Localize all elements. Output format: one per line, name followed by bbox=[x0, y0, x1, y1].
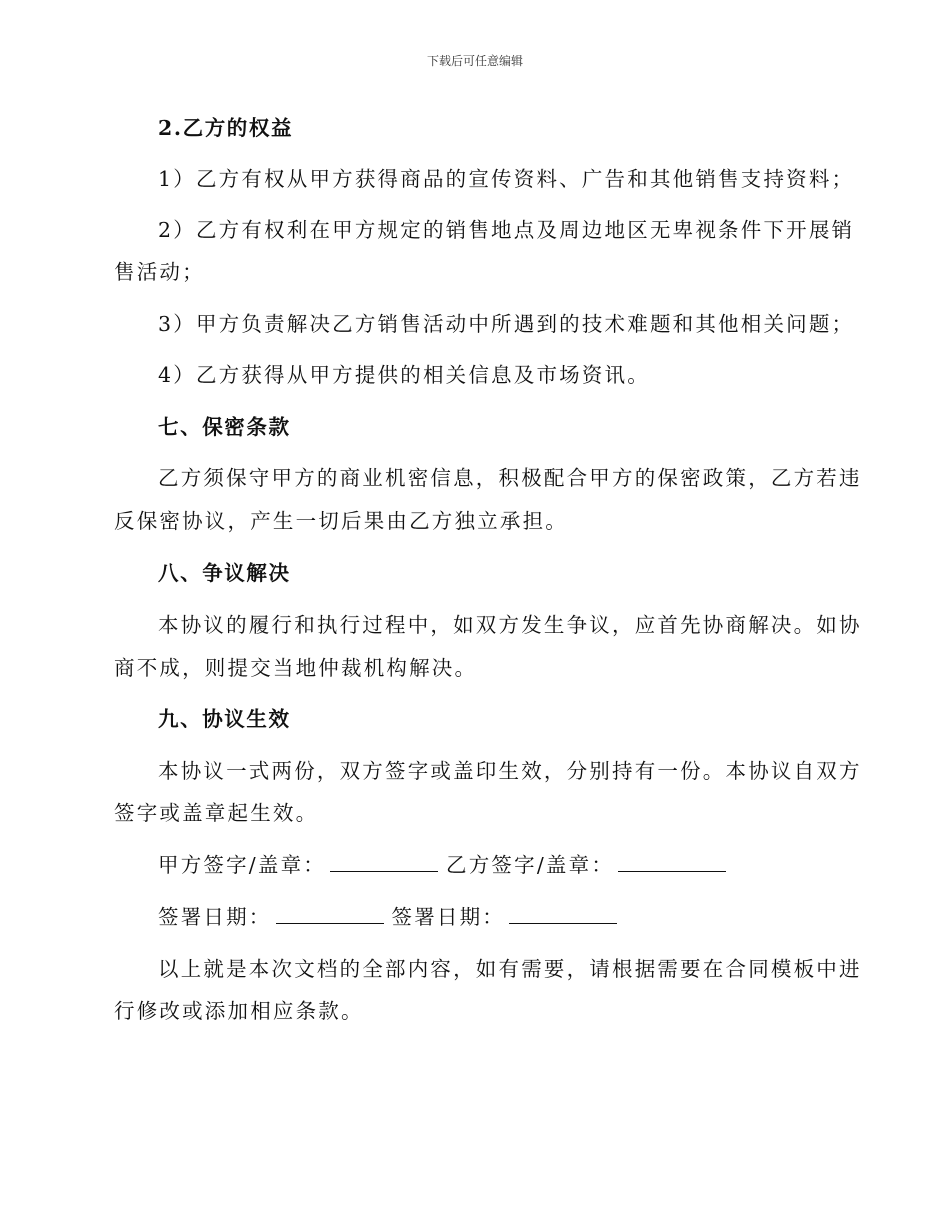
paragraph-dispute-line-2: 商不成，则提交当地仲裁机构解决。 bbox=[114, 656, 478, 680]
party-b-signature-label: 乙方签字/盖章： bbox=[446, 853, 615, 877]
date-a-label: 签署日期： bbox=[158, 905, 272, 929]
date-b-label: 签署日期： bbox=[391, 905, 505, 929]
list-item-4: 4）乙方获得从甲方提供的相关信息及市场资讯。 bbox=[158, 363, 650, 387]
date-b-blank[interactable] bbox=[509, 905, 617, 924]
paragraph-confidentiality-line-1: 乙方须保守甲方的商业机密信息，积极配合甲方的保密政策，乙方若违 bbox=[158, 466, 862, 490]
signature-row bbox=[158, 851, 734, 879]
paragraph-confidentiality-line-2: 反保密协议，产生一切后果由乙方独立承担。 bbox=[114, 509, 568, 533]
list-item-1: 1）乙方有权从甲方获得商品的宣传资料、广告和其他销售支持资料； bbox=[158, 167, 855, 191]
list-item-3: 3）甲方负责解决乙方销售活动中所遇到的技术难题和其他相关问题； bbox=[158, 312, 855, 336]
date-row bbox=[158, 903, 625, 931]
paragraph-dispute-line-1: 本协议的履行和执行过程中，如双方发生争议，应首先协商解决。如协 bbox=[158, 613, 862, 637]
closing-line-1: 以上就是本次文档的全部内容，如有需要，请根据需要在合同模板中进 bbox=[158, 957, 862, 981]
section-heading-dispute-resolution: 八、争议解决 bbox=[158, 561, 291, 585]
date-a-blank[interactable] bbox=[276, 905, 384, 924]
closing-line-2: 行修改或添加相应条款。 bbox=[114, 999, 364, 1023]
section-heading-confidentiality: 七、保密条款 bbox=[158, 415, 291, 439]
party-a-signature-label: 甲方签字/盖章： bbox=[158, 853, 327, 877]
party-b-signature-blank[interactable] bbox=[618, 853, 726, 872]
section-heading-party-b-rights: 2.乙方的权益 bbox=[158, 116, 294, 140]
section-heading-effectiveness: 九、协议生效 bbox=[158, 707, 291, 731]
paragraph-effectiveness-line-2: 签字或盖章起生效。 bbox=[114, 801, 319, 825]
list-item-2-line-2: 售活动； bbox=[114, 260, 205, 284]
list-item-2-line-1: 2）乙方有权利在甲方规定的销售地点及周边地区无卑视条件下开展销 bbox=[158, 218, 855, 242]
paragraph-effectiveness-line-1: 本协议一式两份，双方签字或盖印生效，分别持有一份。本协议自双方 bbox=[158, 759, 862, 783]
party-a-signature-blank[interactable] bbox=[330, 853, 438, 872]
page-header: 下载后可任意编辑 bbox=[426, 54, 523, 68]
